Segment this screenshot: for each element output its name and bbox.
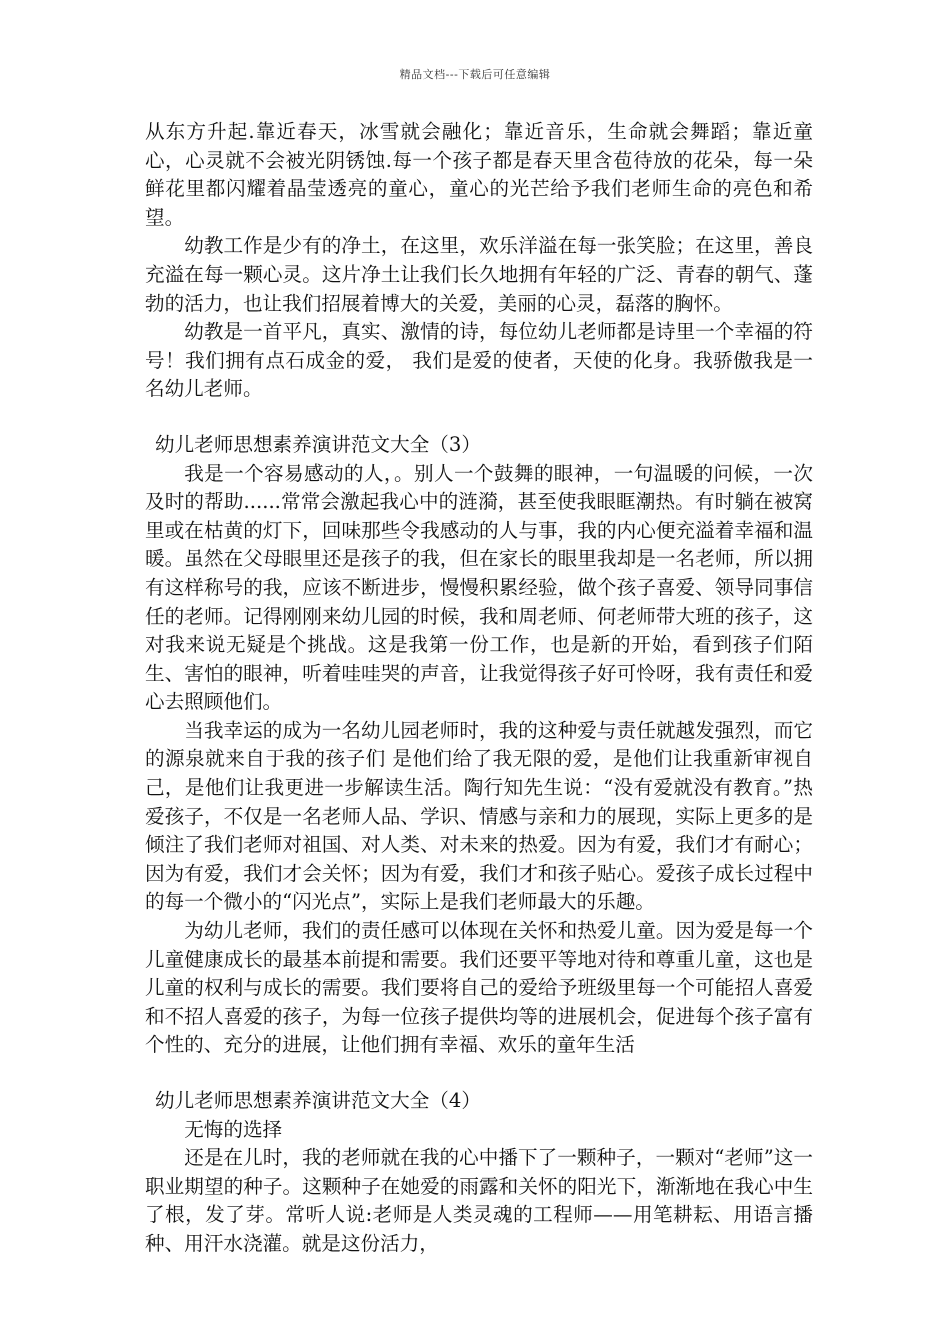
section-heading-4: 幼儿老师思想素养演讲范文大全（4） [155, 1089, 481, 1112]
section-heading-3: 幼儿老师思想素养演讲范文大全（3） [155, 432, 481, 456]
subtitle: 无悔的选择 [184, 1117, 283, 1141]
page-header: 精品文档---下载后可任意编辑 [399, 68, 551, 81]
paragraph: 为幼儿老师，我们的责任感可以体现在关怀和热爱儿童。因为爱是每一个儿童健康成长的最基本前提和需要。我们还要平等地对待和尊重儿童，这也是儿童的权利与成长的需要。我们要将自己的爱给予班级里每一个可能招人喜爱和不招人喜爱的孩子，为每一位孩子提供均等的进展机会，促进每个孩子富有个性的、充分的进展，让他们拥有幸福、欢乐的童年生活 [145, 919, 813, 1057]
paragraph: 还是在儿时，我的老师就在我的心中播下了一颗种子，一颗对“老师”这一职业期望的种子。这颗种子在她爱的雨露和关怀的阳光下，渐渐地在我心中生了根，发了芽。常听人说:老师是人类灵魂的工程师——用笔耕耘、用语言播种、用汗水浇灌。就是这份活力， [145, 1146, 813, 1255]
paragraph: 我是一个容易感动的人，。别人一个鼓舞的眼神，一句温暖的问候，一次及时的帮助......常常会激起我心中的涟漪，甚至使我眼眶潮热。有时躺在被窝里或在枯黄的灯下，回味那些令我感动的人与事，我的内心便充溢着幸福和温暖。虽然在父母眼里还是孩子的我，但在家长的眼里我却是一名老师，所以拥有这样称号的我，应该不断进步，慢慢积累经验，做个孩子喜爱、领导同事信任的老师。记得刚刚来幼儿园的时候，我和周老师、何老师带大班的孩子，这对我来说无疑是个挑战。这是我第一份工作，也是新的开始，看到孩子们陌生、害怕的眼神，听着哇哇哭的声音，让我觉得孩子好可怜呀，我有责任和爱心去照顾他们。 [145, 461, 813, 714]
section-gap [145, 1060, 813, 1087]
paragraph: 幼教工作是少有的净土，在这里，欢乐洋溢在每一张笑脸；在这里，善良充溢在每一颗心灵。这片净土让我们长久地拥有年轻的广泛、青春的朝气、蓬勃的活力，也让我们招展着博大的关爱，美丽的心灵，磊落的胸怀。 [145, 234, 813, 315]
paragraph: 从东方升起.靠近春天，冰雪就会融化；靠近音乐，生命就会舞蹈；靠近童心，心灵就不会被光阴锈蚀.每一个孩子都是春天里含苞待放的花朵，每一朵鲜花里都闪耀着晶莹透亮的童心，童心的光芒给予我们老师生命的亮色和希望。 [145, 120, 813, 229]
section-gap [145, 404, 813, 431]
paragraph: 当我幸运的成为一名幼儿园老师时，我的这种爱与责任就越发强烈，而它的源泉就来自于我的孩子们 是他们给了我无限的爱，是他们让我重新审视自己，是他们让我更进一步解读生活。陶行知先生说：“没有爱就没有教育。”热爱孩子，不仅是一名老师人品、学识、情感与亲和力的展现，实际上更多的是倾注了我们老师对祖国、对人类、对未来的热爱。因为有爱，我们才有耐心；因为有爱，我们才会关怀；因为有爱，我们才和孩子贴心。爱孩子成长过程中的每一个微小的“闪光点”，实际上是我们老师最大的乐趣。 [145, 718, 813, 914]
document-body [145, 118, 813, 1259]
paragraph: 幼教是一首平凡，真实、激情的诗，每位幼儿老师都是诗里一个幸福的符号！我们拥有点石成金的爱， 我们是爱的使者，天使的化身。我骄傲我是一名幼儿老师。 [145, 320, 813, 401]
